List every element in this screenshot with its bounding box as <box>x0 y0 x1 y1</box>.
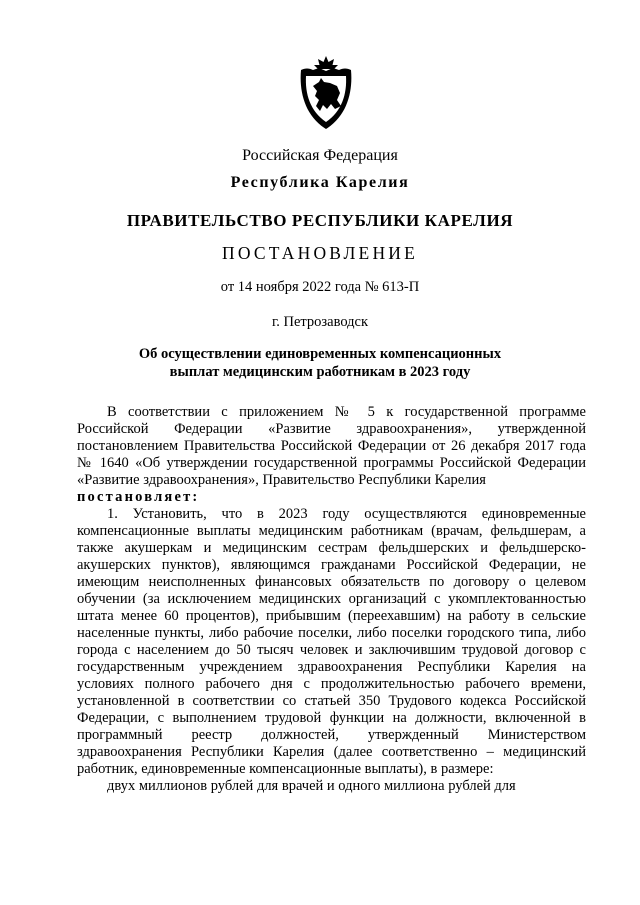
government-name: ПРАВИТЕЛЬСТВО РЕСПУБЛИКИ КАРЕЛИЯ <box>126 211 514 230</box>
preamble-paragraph <box>77 404 586 489</box>
resolves-word: постановляет: <box>77 489 200 505</box>
karelia-coat-of-arms-icon <box>297 56 355 130</box>
city: г. Петрозаводск <box>271 314 369 330</box>
document-body <box>77 404 586 795</box>
resolves-line <box>77 489 586 506</box>
document-type: ПОСТАНОВЛЕНИЕ <box>221 243 419 263</box>
preamble-text: В соответствии с приложением № 5 к государственной программе Российской Федерации «Развитие здравоохранения», утвержденной постановлением Правительства Российской Федерации от 26 декабря 2017 года № 1640 «Об утверждении государственной программы Российской Федерации «Развитие здравоохранения», Правительство Республики Карелия <box>77 404 586 488</box>
document-title-line2: выплат медицинским работникам в 2023 году <box>169 364 471 380</box>
amounts-paragraph: двух миллионов рублей для врачей и одного миллиона рублей для <box>107 778 516 794</box>
date-number: от 14 ноября 2022 года № 613-П <box>220 279 420 295</box>
document-title <box>0 345 640 381</box>
document-title-line1: Об осуществлении единовременных компенсационных <box>138 346 502 362</box>
item-1-paragraph: 1. Установить, что в 2023 году осуществляются единовременные компенсационные выплаты медицинским работникам (врачам, фельдшерам, а также акушеркам и медицинским сестрам фельдшерских и фельдшерско-акушерских пунктов), являющимся гражданами Российской Федерации, не имеющим неисполненных финансовых обязательств по договору о целевом обучении (за исключением медицинских организаций с укомплектованностью штата менее 60 процентов), прибывшим (переехавшим) на работу в сельские населенные пункты, либо рабочие поселки, либо поселки городского типа, либо города с населением до 50 тысяч человек и заключившим трудовой договор с государственным учреждением здравоохранения Республики Карелия на условиях полного рабочего дня с продолжительностью рабочего времени, установленной в соответствии со статьей 350 Трудового кодекса Российской Федерации, с выполнением трудовой функции на должности, включенной в программный реестр должностей, утвержденный Министерством здравоохранения Республики Карелия (далее соответственно – медицинский работник, единовременные компенсационные выплаты), в размере: <box>77 506 586 777</box>
country-name: Российская Федерация <box>242 147 398 164</box>
republic-name: Республика Карелия <box>230 174 410 191</box>
